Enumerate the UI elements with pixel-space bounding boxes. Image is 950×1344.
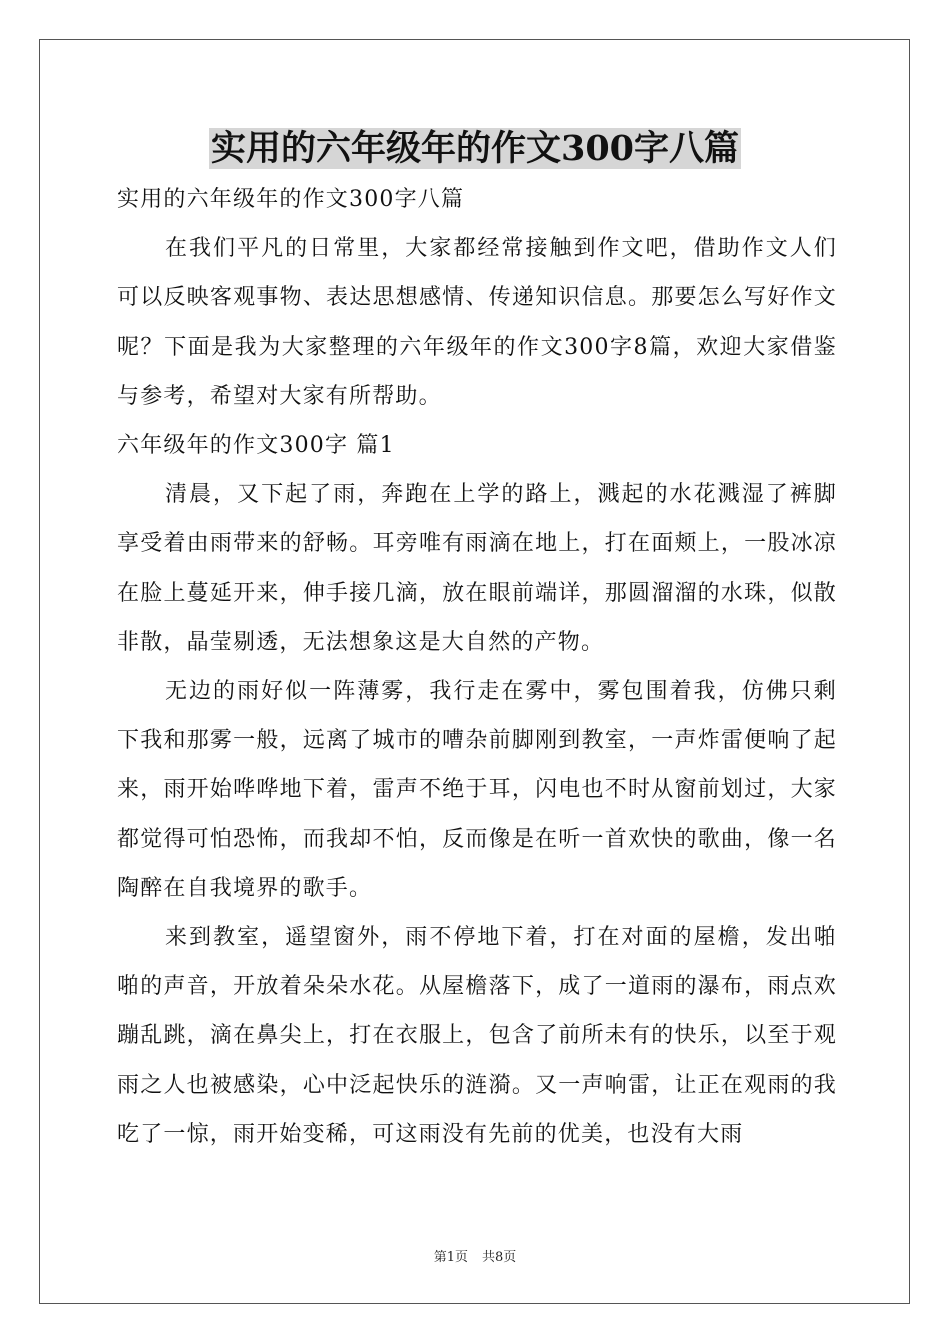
section-heading: 六年级年的作文300字 篇1 bbox=[117, 433, 395, 459]
document-body bbox=[117, 175, 837, 1159]
document-title bbox=[0, 124, 950, 174]
body-paragraph: 无边的雨好似一阵薄雾，我行走在雾中，雾包围着我，仿佛只剩下我和那雾一般，远离了城市的嘈杂前脚刚到教室，一声炸雷便响了起来，雨开始哗哗地下着，雷声不绝于耳，闪电也不时从窗前划过，大家都觉得可怕恐怖，而我却不怕，反而像是在听一首欢快的歌曲，像一名陶醉在自我境界的歌手。 bbox=[117, 679, 837, 901]
subtitle-paragraph: 实用的六年级年的作文300字八篇 bbox=[117, 187, 465, 212]
body-paragraph: 来到教室，遥望窗外，雨不停地下着，打在对面的屋檐，发出啪啪的声音，开放着朵朵水花。从屋檐落下，成了一道雨的瀑布，雨点欢蹦乱跳，滴在鼻尖上，打在衣服上，包含了前所未有的快乐，以至于观雨之人也被感染，心中泛起快乐的涟漪。又一声响雷，让正在观雨的我吃了一惊，雨开始变稀，可这雨没有先前的优美，也没有大雨 bbox=[117, 925, 837, 1147]
page-number: 第1页 bbox=[433, 1250, 468, 1265]
body-paragraph: 清晨，又下起了雨，奔跑在上学的路上，溅起的水花溅湿了裤脚享受着由雨带来的舒畅。耳旁唯有雨滴在地上，打在面颊上，一股冰凉在脸上蔓延开来，伸手接几滴，放在眼前端详，那圆溜溜的水珠，似散非散，晶莹剔透，无法想象这是大自然的产物。 bbox=[117, 482, 837, 655]
page-footer bbox=[0, 1246, 950, 1265]
page-total: 共8页 bbox=[482, 1250, 517, 1265]
intro-paragraph: 在我们平凡的日常里，大家都经常接触到作文吧，借助作文人们可以反映客观事物、表达思想感情、传递知识信息。那要怎么写好作文呢？下面是我为大家整理的六年级年的作文300字8篇，欢迎大家借鉴与参考，希望对大家有所帮助。 bbox=[117, 236, 837, 409]
document-title-text: 实用的六年级年的作文300字八篇 bbox=[210, 128, 740, 169]
